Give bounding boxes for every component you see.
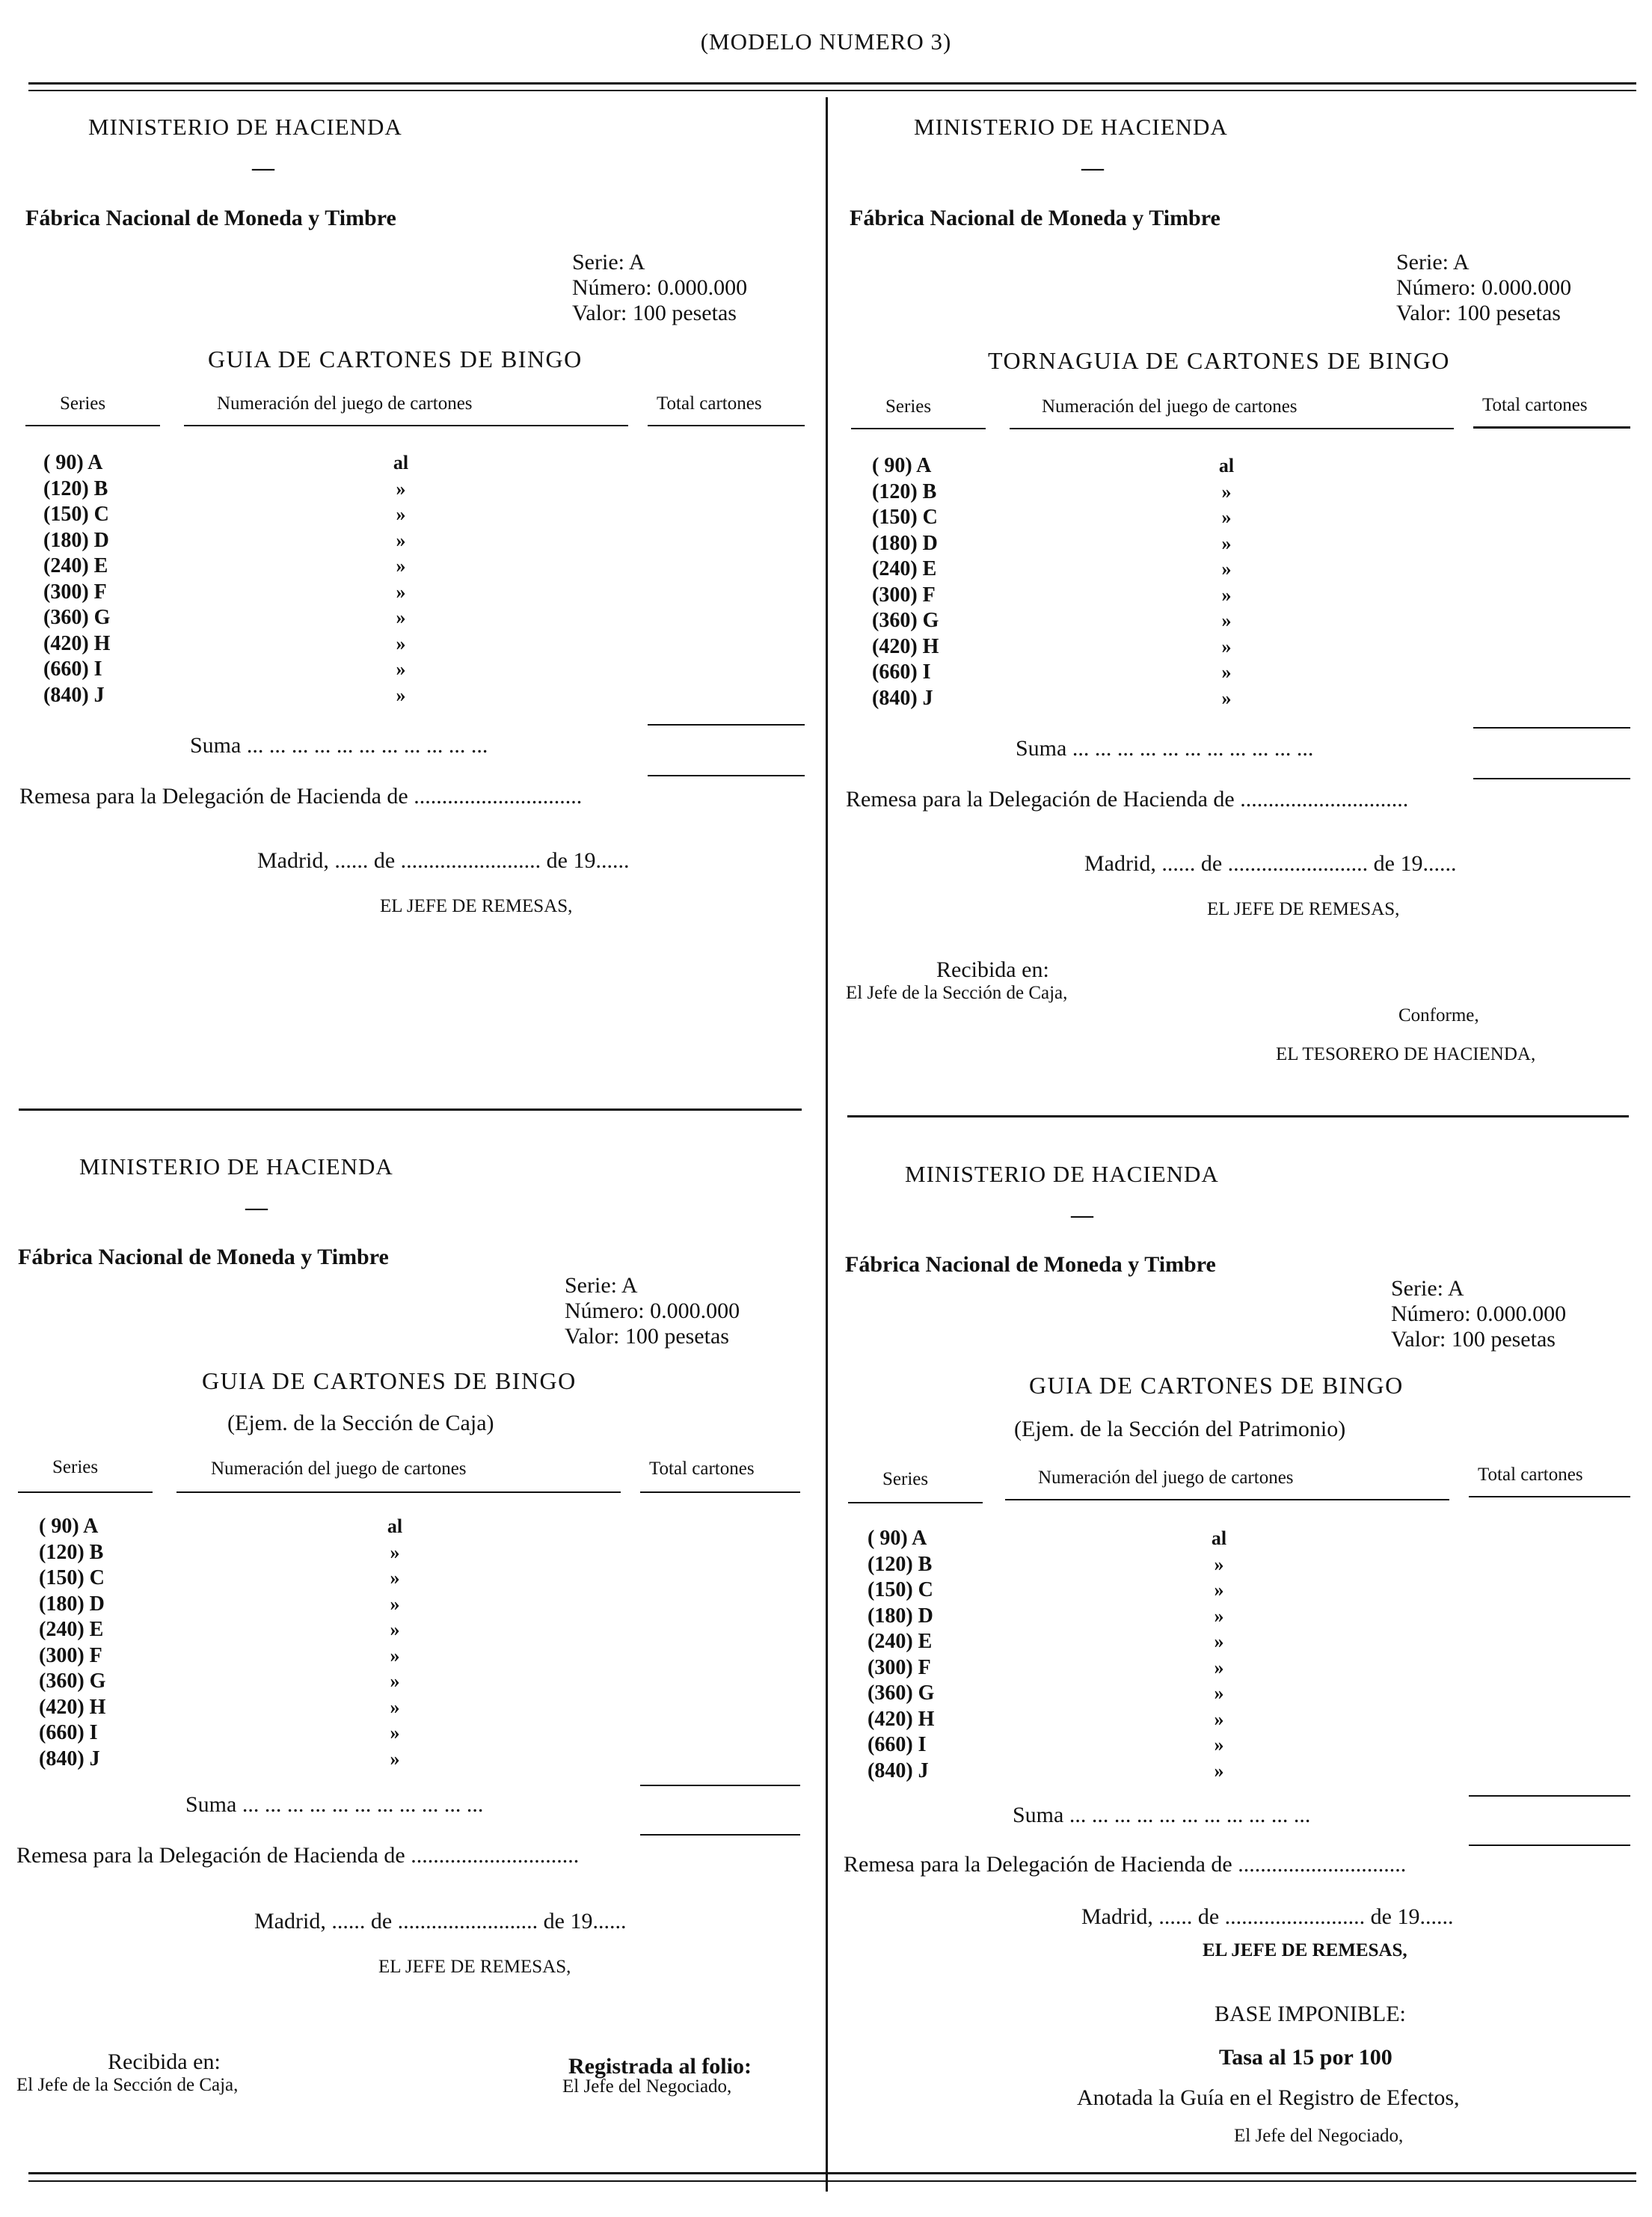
series-underline bbox=[18, 1491, 153, 1493]
mark: » bbox=[390, 1541, 400, 1563]
series-row: (120) B bbox=[872, 479, 937, 503]
jefe-caja-signature: El Jefe de la Sección de Caja, bbox=[846, 983, 1068, 1003]
mark: » bbox=[390, 1619, 400, 1640]
col-header-total: Total cartones bbox=[657, 393, 762, 414]
mark-list bbox=[372, 1514, 417, 1772]
jefe-caja-signature: El Jefe de la Sección de Caja, bbox=[16, 2075, 239, 2095]
madrid-date-line: Madrid, ...... de ......................... de 19...... bbox=[254, 1909, 627, 1934]
mark: » bbox=[1221, 661, 1232, 683]
total-underline bbox=[640, 1491, 800, 1493]
series-row: (150) C bbox=[872, 506, 938, 529]
left-panel-separator bbox=[19, 1108, 802, 1111]
series-list bbox=[868, 1526, 934, 1784]
col-header-numeracion: Numeración del juego de cartones bbox=[217, 393, 473, 414]
total-underline bbox=[648, 425, 805, 426]
suma-label: Suma ... ... ... ... ... ... ... ... ... ... ... bbox=[190, 733, 488, 758]
series-row: (360) G bbox=[868, 1681, 935, 1705]
series-row: (420) H bbox=[43, 631, 111, 655]
valor-label: Valor: 100 pesetas bbox=[565, 1324, 729, 1349]
recibida-label: Recibida en: bbox=[936, 957, 1049, 982]
mark: » bbox=[396, 580, 406, 603]
col-header-numeracion: Numeración del juego de cartones bbox=[211, 1459, 467, 1479]
madrid-date-line: Madrid, ...... de ......................... de 19...... bbox=[1081, 1904, 1454, 1929]
total-underline bbox=[1469, 1496, 1630, 1497]
mark: » bbox=[1214, 1553, 1224, 1575]
series-row: (150) C bbox=[39, 1566, 105, 1589]
dash: — bbox=[252, 156, 274, 180]
factory-name: Fábrica Nacional de Moneda y Timbre bbox=[25, 206, 396, 230]
ministry-heading: MINISTERIO DE HACIENDA bbox=[905, 1161, 1219, 1187]
numero-label: Número: 0.000.000 bbox=[565, 1298, 740, 1323]
serie-label: Serie: A bbox=[1396, 250, 1470, 275]
bottom-double-rule-2 bbox=[28, 2180, 1636, 2182]
jefe-remesas: EL JEFE DE REMESAS, bbox=[1207, 899, 1400, 919]
series-row: (120) B bbox=[43, 476, 108, 500]
mark-list bbox=[1197, 1526, 1241, 1784]
factory-name: Fábrica Nacional de Moneda y Timbre bbox=[18, 1245, 389, 1269]
col-header-total: Total cartones bbox=[1482, 395, 1588, 415]
jefe-remesas: EL JEFE DE REMESAS, bbox=[378, 1957, 571, 1977]
remesa-line: Remesa para la Delegación de Hacienda de .............................. bbox=[844, 1852, 1407, 1877]
remesa-line: Remesa para la Delegación de Hacienda de .............................. bbox=[846, 787, 1409, 812]
mark: » bbox=[396, 555, 406, 577]
tesorero-signature: EL TESORERO DE HACIENDA, bbox=[1276, 1044, 1536, 1064]
series-row: (300) F bbox=[868, 1655, 931, 1679]
series-row: ( 90) A bbox=[872, 454, 932, 477]
mark: » bbox=[396, 658, 406, 680]
valor-label: Valor: 100 pesetas bbox=[572, 301, 737, 325]
mark: » bbox=[396, 503, 406, 525]
mark: al bbox=[1218, 455, 1235, 476]
suma-line bbox=[640, 1834, 800, 1836]
series-row: (180) D bbox=[868, 1604, 933, 1628]
column-divider bbox=[826, 97, 828, 2192]
jefe-remesas: EL JEFE DE REMESAS, bbox=[380, 896, 573, 916]
anotada-line: Anotada la Guía en el Registro de Efectos, bbox=[1077, 2085, 1460, 2110]
numero-label: Número: 0.000.000 bbox=[1396, 275, 1572, 300]
numeracion-underline bbox=[1005, 1499, 1449, 1500]
series-row: (240) E bbox=[868, 1630, 933, 1653]
model-heading: (MODELO NUMERO 3) bbox=[700, 28, 952, 55]
series-row: (360) G bbox=[39, 1669, 106, 1693]
remesa-line: Remesa para la Delegación de Hacienda de .............................. bbox=[16, 1843, 580, 1868]
series-row: (840) J bbox=[39, 1747, 100, 1770]
col-header-series: Series bbox=[882, 1469, 929, 1489]
numeracion-underline bbox=[184, 425, 628, 426]
mark: » bbox=[390, 1747, 400, 1770]
document-subtitle: (Ejem. de la Sección del Patrimonio) bbox=[1014, 1417, 1346, 1441]
mark: » bbox=[1221, 506, 1232, 528]
mark: » bbox=[390, 1670, 400, 1692]
top-double-rule-2 bbox=[28, 90, 1636, 91]
series-row: (840) J bbox=[872, 686, 933, 710]
series-row: (180) D bbox=[39, 1592, 105, 1616]
top-double-rule-1 bbox=[28, 82, 1636, 85]
registrada-label: Registrada al folio: bbox=[568, 2054, 752, 2079]
series-row: (360) G bbox=[872, 609, 939, 632]
series-row: (240) E bbox=[39, 1618, 104, 1641]
valor-label: Valor: 100 pesetas bbox=[1396, 301, 1561, 325]
suma-label: Suma ... ... ... ... ... ... ... ... ... ... ... bbox=[1016, 736, 1314, 761]
document-title: GUIA DE CARTONES DE BINGO bbox=[208, 346, 583, 372]
series-row: (420) H bbox=[868, 1707, 935, 1731]
series-underline bbox=[25, 425, 160, 426]
col-header-series: Series bbox=[60, 393, 106, 414]
numero-label: Número: 0.000.000 bbox=[572, 275, 748, 300]
mark: » bbox=[1221, 532, 1232, 554]
conforme-label: Conforme, bbox=[1398, 1005, 1479, 1025]
mark: al bbox=[387, 1515, 403, 1537]
series-list bbox=[872, 453, 939, 711]
mark: » bbox=[396, 632, 406, 654]
suma-label: Suma ... ... ... ... ... ... ... ... ... ... ... bbox=[185, 1792, 484, 1817]
total-underline bbox=[1473, 426, 1630, 429]
ministry-heading: MINISTERIO DE HACIENDA bbox=[88, 114, 402, 140]
mark: » bbox=[1221, 635, 1232, 657]
series-row: (360) G bbox=[43, 606, 111, 629]
mark: al bbox=[393, 452, 409, 473]
bottom-double-rule-1 bbox=[28, 2172, 1636, 2174]
numeracion-underline bbox=[1010, 428, 1454, 429]
series-row: (660) I bbox=[39, 1721, 98, 1744]
document-title: TORNAGUIA DE CARTONES DE BINGO bbox=[988, 347, 1450, 374]
mark: al bbox=[1211, 1527, 1227, 1549]
mark: » bbox=[396, 607, 406, 628]
tasa-label: Tasa al 15 por 100 bbox=[1219, 2045, 1392, 2070]
col-header-total: Total cartones bbox=[649, 1459, 755, 1479]
mark: » bbox=[390, 1567, 400, 1589]
mark: » bbox=[396, 477, 406, 500]
factory-name: Fábrica Nacional de Moneda y Timbre bbox=[845, 1252, 1216, 1277]
col-header-numeracion: Numeración del juego de cartones bbox=[1038, 1468, 1294, 1488]
mark: » bbox=[1221, 583, 1232, 606]
series-row: (240) E bbox=[872, 557, 937, 580]
document-title: GUIA DE CARTONES DE BINGO bbox=[1029, 1372, 1404, 1399]
factory-name: Fábrica Nacional de Moneda y Timbre bbox=[850, 206, 1220, 230]
mark: » bbox=[1221, 687, 1232, 709]
jefe-negociado-signature: El Jefe del Negociado, bbox=[562, 2076, 732, 2097]
base-imponible-label: BASE IMPONIBLE: bbox=[1215, 2002, 1406, 2026]
series-row: (840) J bbox=[43, 683, 105, 707]
col-header-series: Series bbox=[885, 396, 932, 417]
mark: » bbox=[1221, 480, 1232, 503]
total-line bbox=[1473, 727, 1630, 729]
mark: » bbox=[1214, 1759, 1224, 1782]
series-row: (150) C bbox=[868, 1578, 933, 1601]
jefe-negociado-signature: El Jefe del Negociado, bbox=[1234, 2126, 1404, 2146]
suma-label: Suma ... ... ... ... ... ... ... ... ... ... ... bbox=[1013, 1803, 1311, 1827]
series-row: (180) D bbox=[872, 531, 938, 555]
mark: » bbox=[396, 529, 406, 551]
series-row: ( 90) A bbox=[868, 1527, 927, 1550]
madrid-date-line: Madrid, ...... de ......................... de 19...... bbox=[257, 848, 630, 873]
total-line bbox=[648, 724, 805, 726]
serie-label: Serie: A bbox=[1391, 1276, 1464, 1301]
mark-list bbox=[378, 450, 423, 708]
document-title: GUIA DE CARTONES DE BINGO bbox=[202, 1367, 577, 1394]
ministry-heading: MINISTERIO DE HACIENDA bbox=[914, 114, 1228, 140]
col-header-total: Total cartones bbox=[1478, 1465, 1583, 1485]
mark: » bbox=[390, 1722, 400, 1744]
document-subtitle: (Ejem. de la Sección de Caja) bbox=[227, 1411, 494, 1435]
recibida-label: Recibida en: bbox=[108, 2049, 221, 2074]
total-line bbox=[640, 1785, 800, 1786]
series-row: (420) H bbox=[39, 1695, 106, 1719]
series-row: (840) J bbox=[868, 1758, 929, 1782]
mark: » bbox=[1214, 1708, 1224, 1730]
valor-label: Valor: 100 pesetas bbox=[1391, 1327, 1556, 1352]
suma-line bbox=[1473, 778, 1630, 779]
mark: » bbox=[1214, 1579, 1224, 1601]
series-row: (660) I bbox=[43, 657, 102, 681]
mark: » bbox=[390, 1696, 400, 1718]
ministry-heading: MINISTERIO DE HACIENDA bbox=[79, 1153, 393, 1180]
right-panel-separator bbox=[847, 1115, 1629, 1117]
series-list bbox=[39, 1514, 105, 1772]
col-header-series: Series bbox=[52, 1457, 99, 1477]
series-row: ( 90) A bbox=[43, 451, 103, 474]
dash: — bbox=[1081, 156, 1104, 180]
mark: » bbox=[1214, 1604, 1224, 1627]
serie-label: Serie: A bbox=[572, 250, 645, 275]
series-underline bbox=[848, 1502, 983, 1503]
mark: » bbox=[1214, 1656, 1224, 1678]
series-row: (300) F bbox=[872, 583, 936, 607]
series-list bbox=[43, 450, 110, 708]
numeracion-underline bbox=[176, 1491, 621, 1493]
suma-line bbox=[648, 775, 805, 776]
col-header-numeracion: Numeración del juego de cartones bbox=[1042, 396, 1298, 417]
mark: » bbox=[390, 1644, 400, 1666]
series-row: (120) B bbox=[868, 1552, 933, 1576]
mark: » bbox=[1214, 1631, 1224, 1652]
mark: » bbox=[1221, 558, 1232, 580]
remesa-line: Remesa para la Delegación de Hacienda de .............................. bbox=[19, 784, 583, 809]
serie-label: Serie: A bbox=[565, 1273, 638, 1298]
jefe-remesas: EL JEFE DE REMESAS, bbox=[1203, 1940, 1407, 1960]
series-row: (180) D bbox=[43, 528, 109, 552]
series-row: (660) I bbox=[868, 1733, 927, 1756]
numero-label: Número: 0.000.000 bbox=[1391, 1301, 1567, 1326]
mark: » bbox=[1214, 1682, 1224, 1704]
series-row: (660) I bbox=[872, 660, 931, 684]
series-row: ( 90) A bbox=[39, 1515, 99, 1538]
dash: — bbox=[1071, 1203, 1093, 1227]
madrid-date-line: Madrid, ...... de ......................... de 19...... bbox=[1084, 851, 1457, 876]
series-row: (150) C bbox=[43, 503, 109, 526]
mark: » bbox=[1214, 1734, 1224, 1755]
suma-line bbox=[1469, 1845, 1630, 1846]
dash: — bbox=[245, 1195, 268, 1220]
series-row: (420) H bbox=[872, 634, 939, 658]
mark: » bbox=[390, 1592, 400, 1615]
series-row: (240) E bbox=[43, 554, 108, 577]
series-row: (120) B bbox=[39, 1540, 104, 1564]
mark-list bbox=[1204, 453, 1249, 711]
mark: » bbox=[1221, 610, 1232, 631]
series-underline bbox=[851, 428, 986, 429]
series-row: (300) F bbox=[43, 580, 107, 604]
mark: » bbox=[396, 684, 406, 706]
total-line bbox=[1469, 1795, 1630, 1797]
series-row: (300) F bbox=[39, 1643, 102, 1667]
